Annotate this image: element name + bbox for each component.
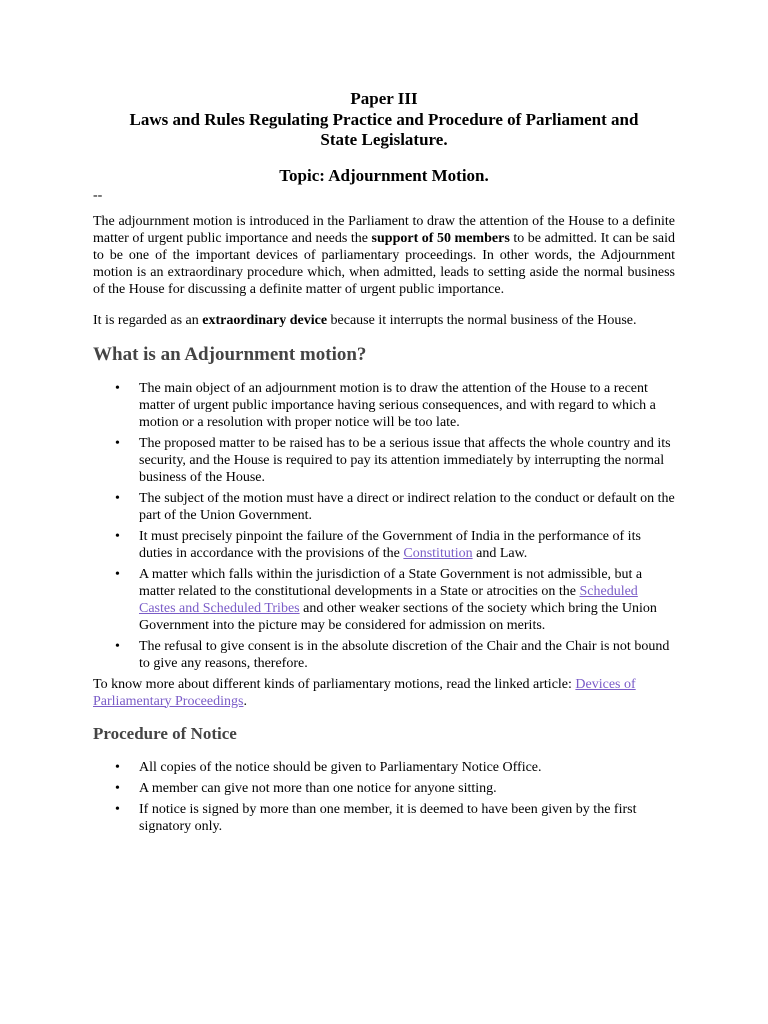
bullet-icon: • [115,801,120,817]
list-item [93,490,675,524]
list-item [93,780,675,797]
paper-title-line1: Laws and Rules Regulating Practice and Procedure of Parliament and [129,109,639,129]
list-item-text: The main object of an adjournment motion is to draw the attention of the House to a recent matter of urgent public importance having serious consequences, and with regard to which a motion or a resolution with proper notice will be too late. [139,380,656,430]
topic-heading: Topic: Adjournment Motion. [279,165,489,185]
section-heading-notice: Procedure of Notice [93,723,237,743]
section-heading-what-is: What is an Adjournment motion? [93,343,367,365]
list-item [93,380,675,431]
list-item [93,638,675,672]
bullet-icon: • [115,528,120,544]
list-item-text: The refusal to give consent is in the absolute discretion of the Chair and the Chair is not bound to give any reasons, therefore. [139,638,670,671]
bullet-icon: • [115,780,120,796]
list-item-text: A member can give not more than one notice for anyone sitting. [139,780,497,796]
list-item-text-cont: and Law. [472,545,528,561]
devices-link[interactable]: Devices of Parliamentary Proceedings [93,676,636,709]
list-item [93,759,675,776]
title-block [93,89,675,151]
constitution-link[interactable]: Constitution [403,545,473,561]
list-item-text: The subject of the motion must have a direct or indirect relation to the conduct or default on the part of the Union Government. [139,490,675,523]
intro-text-cont: to be admitted. It can be said to be one of the important devices of parliamentary proceedings. In other words, the Adjournment motion is an extraordinary procedure which, when admitted, leads to setting aside the normal business of the House for discussing a definite matter of urgent public importance. [93,230,675,297]
list-item-text: It must precisely pinpoint the failure of the Government of India in the performance of its duties in accordance with the provisions of the [139,528,641,561]
list-item-text-cont: and other weaker sections of the society which bring the Union Government into the picture may be considered for admission on merits. [139,600,657,633]
device-text-cont: because it interrupts the normal business of the House. [327,312,637,328]
adjournment-list [93,380,675,672]
device-paragraph [93,312,675,329]
intro-text: The adjournment motion is introduced in the Parliament to draw the attention of the House to a definite matter of urgent public importance and needs the [93,213,675,246]
list-item [93,435,675,486]
bullet-icon: • [115,638,120,654]
list-item [93,566,675,634]
paper-number: Paper III [350,89,418,108]
note-text: To know more about different kinds of parliamentary motions, read the linked article: [93,676,576,692]
list-item-text: If notice is signed by more than one member, it is deemed to have been given by the first signatory only. [139,801,637,834]
bullet-icon: • [115,380,120,396]
notice-list [93,759,675,835]
bullet-icon: • [115,566,120,582]
note-period: . [243,693,247,709]
list-item [93,801,675,835]
list-item-text: A matter which falls within the jurisdiction of a State Government is not admissible, but a matter related to the constitutional developments in a State or atrocities on the [139,566,643,599]
related-article-note [93,676,675,710]
device-text: It is regarded as an [93,312,203,328]
list-item [93,528,675,562]
document-page [93,0,675,839]
paper-title-line2: State Legislature. [320,130,448,149]
scheduled-castes-link[interactable]: Scheduled Castes and Scheduled Tribes [139,583,638,616]
list-item-text: The proposed matter to be raised has to be a serious issue that affects the whole country and its security, and the House is required to pay its attention immediately by interrupting the normal business of the House. [139,435,671,485]
bullet-icon: • [115,490,120,506]
intro-bold: support of 50 members [371,230,510,246]
list-item-text: All copies of the notice should be given to Parliamentary Notice Office. [139,759,542,775]
bullet-icon: • [115,759,120,775]
intro-paragraph [93,213,675,298]
bullet-icon: • [115,435,120,451]
separator-dash: -- [93,187,103,203]
device-bold: extraordinary device [202,312,328,328]
